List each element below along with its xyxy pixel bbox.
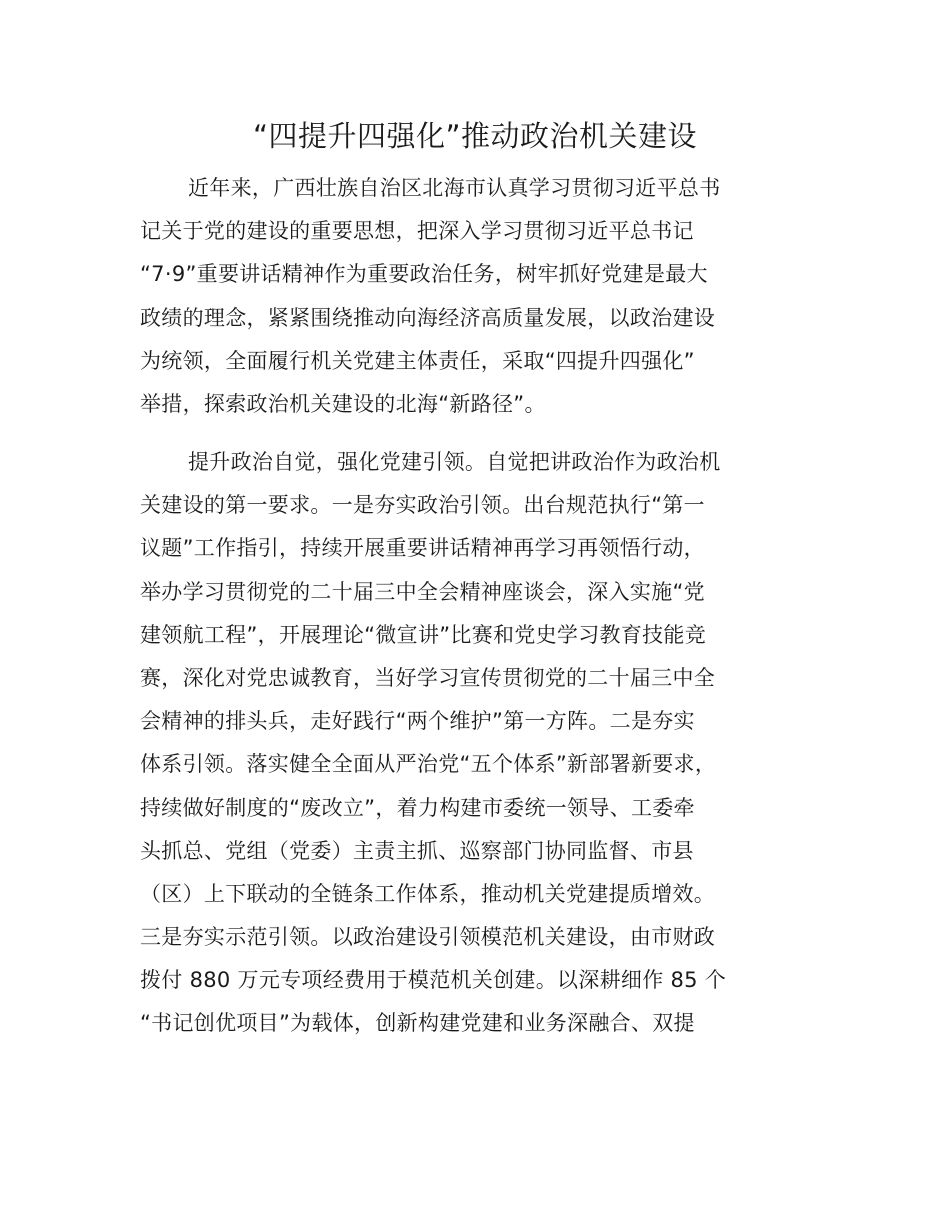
paragraph-2 — [140, 441, 830, 1046]
text-line: 政绩的理念，紧紧围绕推动向海经济高质量发展，以政治建设 — [140, 305, 716, 330]
text-line: 近年来，广西壮族自治区北海市认真学习贯彻习近平总书 — [188, 176, 721, 200]
text-line: 拨付 880 万元专项经费用于模范机关创建。以深耕细作 85 个 — [140, 968, 727, 993]
text-line: 会精神的排头兵，走好践行“两个维护”第一方阵。二是夯实 — [140, 709, 695, 734]
text-line: 提升政治自觉，强化党建引领。自觉把讲政治作为政治机 — [188, 450, 721, 474]
text-line: 持续做好制度的“废改立”，着力构建市委统一领导、工委牵 — [140, 795, 695, 820]
text-line: 记关于党的建设的重要思想，把深入学习贯彻习近平总书记 — [140, 219, 694, 244]
paragraph-1 — [140, 167, 830, 426]
text-line: 三是夯实示范引领。以政治建设引领模范机关建设，由市财政 — [140, 925, 716, 950]
text-line: 为统领，全面履行机关党建主体责任，采取“四提升四强化” — [140, 348, 695, 373]
text-line: “7·9”重要讲话精神作为重要政治任务，树牢抓好党建是最大 — [140, 262, 708, 287]
text-line: 议题”工作指引，持续开展重要讲话精神再学习再领悟行动， — [140, 536, 705, 561]
text-line: 头抓总、党组（党委）主责主抓、巡察部门协同监督、市县 — [140, 838, 694, 863]
text-line: 举办学习贯彻党的二十届三中全会精神座谈会，深入实施“党 — [140, 579, 705, 604]
text-line: 举措，探索政治机关建设的北海“新路径”。 — [140, 391, 546, 416]
text-line: 体系引领。落实健全全面从严治党“五个体系”新部署新要求， — [140, 752, 717, 777]
document-title: “四提升四强化”推动政治机关建设 — [252, 119, 698, 153]
text-line: 关建设的第一要求。一是夯实政治引领。出台规范执行“第一 — [140, 493, 705, 518]
text-line: 赛，深化对党忠诚教育，当好学习宣传贯彻党的二十届三中全 — [140, 665, 716, 690]
text-line: 建领航工程”，开展理论“微宣讲”比赛和党史学习教育技能竞 — [140, 622, 707, 647]
text-line: “书记创优项目”为载体，创新构建党建和业务深融合、双提 — [140, 1011, 695, 1036]
text-line: （区）上下联动的全链条工作体系，推动机关党建提质增效。 — [140, 881, 716, 906]
